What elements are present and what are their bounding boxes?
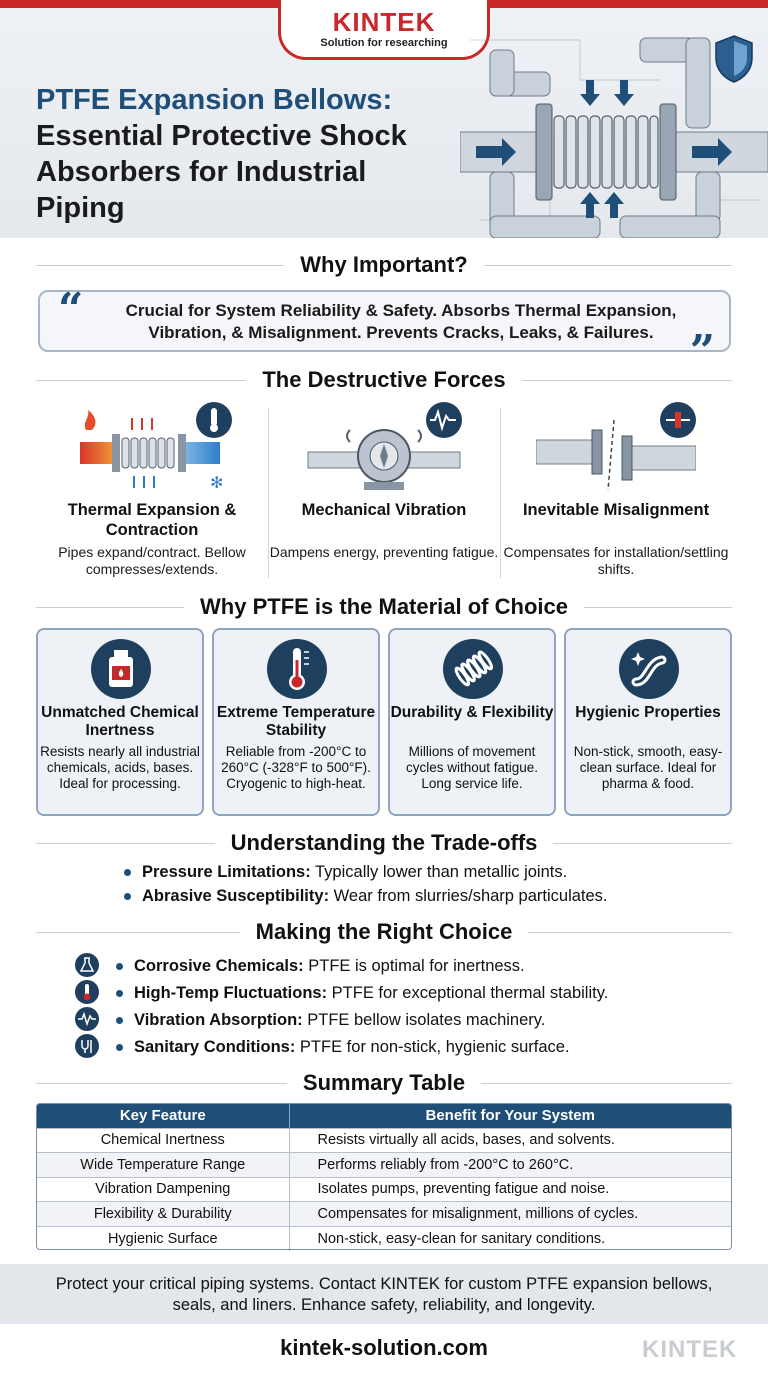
table-cell: Vibration Dampening [37,1177,289,1202]
list-item [124,860,744,884]
table-cell: Non-stick, easy-clean for sanitary conditions. [289,1226,731,1251]
list-item [116,1034,736,1061]
table-header-row [37,1104,731,1128]
material-cards [36,628,732,816]
brand-name: KINTEK [332,7,436,37]
list-item-key: Vibration Absorption: [134,1011,303,1029]
column-header: Key Feature [37,1104,289,1128]
thermometer-icon [74,979,100,1005]
force-title: Mechanical Vibration [301,501,467,519]
table-cell: Compensates for misalignment, millions of cycles. [289,1202,731,1227]
table-row [37,1226,731,1251]
list-item-text: PTFE for exceptional thermal stability. [327,984,609,1002]
brand-tagline: Solution for researching [320,37,448,49]
call-to-action-text: Protect your critical piping systems. Contact KINTEK for custom PTFE expansion bellows, seals, and liners. Enhance safety, reliability, and longevity. [55,1275,713,1314]
card-temperature-stability [212,628,380,816]
force-description: Pipes expand/contract. Bellow compresses/extends. [58,544,246,577]
card-chemical-inertness [36,628,204,816]
open-quote-icon: “ [58,284,84,335]
bellows-illustration [460,20,768,238]
card-description: Resists nearly all industrial chemicals, acids, bases. Ideal for processing. [40,744,200,791]
pump-vibration-icon [304,400,464,496]
force-item-misalignment [500,400,732,580]
list-item-text: Typically lower than metallic joints. [310,863,568,881]
section-title: Making the Right Choice [255,919,513,944]
list-item [116,980,736,1007]
importance-quote-box [38,284,731,377]
footer-logo-watermark: KINTEK [642,1336,738,1363]
page-title-line-2: Essential Protective Shock Absorbers for Industrial Piping [36,120,407,224]
list-item [116,953,736,980]
section-heading-forces [36,365,732,395]
table-row [37,1128,731,1153]
force-title: Thermal Expansion & Contraction [67,501,237,539]
section-heading-material [36,592,732,622]
table-row [37,1153,731,1178]
svg-text:✻: ✻ [210,473,224,492]
list-item-text: Wear from slurries/sharp particulates. [329,887,608,905]
section-heading-tradeoffs [36,828,732,858]
summary-table [37,1104,731,1251]
bullet-icon [124,893,131,900]
card-title: Unmatched Chemical Inertness [41,704,199,739]
list-item-key: Pressure Limitations: [142,863,311,881]
table-cell: Performs reliably from -200°C to 260°C. [289,1153,731,1178]
card-title: Extreme Temperature Stability [216,704,376,739]
section-title: Summary Table [302,1070,466,1095]
table-row [37,1177,731,1202]
section-title: Why Important? [300,252,468,277]
hero-banner [0,0,768,238]
list-item-key: High-Temp Fluctuations: [134,984,328,1002]
flask-icon [74,952,100,978]
list-item-key: Corrosive Chemicals: [134,957,304,975]
pipe-misalignment-icon [536,400,696,496]
table-cell: Wide Temperature Range [37,1153,289,1178]
table-cell: Hygienic Surface [37,1226,289,1251]
page-title-line-1: PTFE Expansion Bellows: [36,84,393,116]
card-title: Durability & Flexibility [390,704,554,721]
list-item [124,884,744,908]
table-cell: Flexibility & Durability [37,1202,289,1227]
section-heading-summary [36,1068,732,1098]
bullet-icon [116,1044,123,1051]
section-title: The Destructive Forces [262,367,506,392]
page-title [36,82,456,226]
thermometer-icon [266,638,328,700]
card-title: Hygienic Properties [575,704,721,721]
forces-row [36,400,732,580]
brand-logo[interactable] [278,0,490,60]
list-item-text: PTFE for non-stick, hygienic surface. [295,1038,570,1056]
table-cell: Isolates pumps, preventing fatigue and noise. [289,1177,731,1202]
table-row [37,1202,731,1227]
section-title: Why PTFE is the Material of Choice [200,594,568,619]
force-description: Dampens energy, preventing fatigue. [269,544,499,560]
website-link[interactable]: kintek-solution.com [280,1335,488,1360]
table-cell: Chemical Inertness [37,1128,289,1153]
card-description: Reliable from -200°C to 260°C (-328°F to 500°F). Cryogenic to high-heat. [221,744,371,791]
bullet-icon [116,990,123,997]
force-description: Compensates for installation/settling shifts. [503,544,729,577]
force-title: Inevitable Misalignment [522,501,710,519]
sanitary-icon [74,1033,100,1059]
card-hygienic-properties [564,628,732,816]
table-cell: Resists virtually all acids, bases, and solvents. [289,1128,731,1153]
force-item-thermal [36,400,268,580]
list-item-text: PTFE is optimal for inertness. [303,957,525,975]
thermal-expansion-icon [72,400,232,496]
close-quote-icon: ” [689,326,715,377]
section-title: Understanding the Trade-offs [230,830,538,855]
column-header: Benefit for Your System [289,1104,731,1128]
bullet-icon [116,1017,123,1024]
tradeoffs-list [124,860,744,908]
list-item-key: Abrasive Susceptibility: [142,887,330,905]
card-description: Millions of movement cycles without fatigue. Long service life. [405,744,539,791]
list-item-text: PTFE bellow isolates machinery. [302,1011,546,1029]
force-item-vibration [268,400,500,580]
sparkle-pipe-icon [618,638,680,700]
chemical-bottle-icon [90,638,152,700]
call-to-action-banner [0,1264,768,1324]
list-item-key: Sanitary Conditions: [134,1038,296,1056]
bullet-icon [124,869,131,876]
section-heading-why [36,250,732,280]
card-description: Non-stick, smooth, easy-clean surface. Ideal for pharma & food. [573,744,723,791]
card-durability-flexibility [388,628,556,816]
bullet-icon [116,963,123,970]
list-item [116,1007,736,1034]
waveform-icon [74,1006,100,1032]
choice-list [116,953,736,1061]
spring-icon [442,638,504,700]
importance-quote: Crucial for System Reliability & Safety. Absorbs Thermal Expansion, Vibration, & Misalignment. Prevents Cracks, Leaks, & Failures. [125,301,677,342]
section-heading-choice [36,917,732,947]
